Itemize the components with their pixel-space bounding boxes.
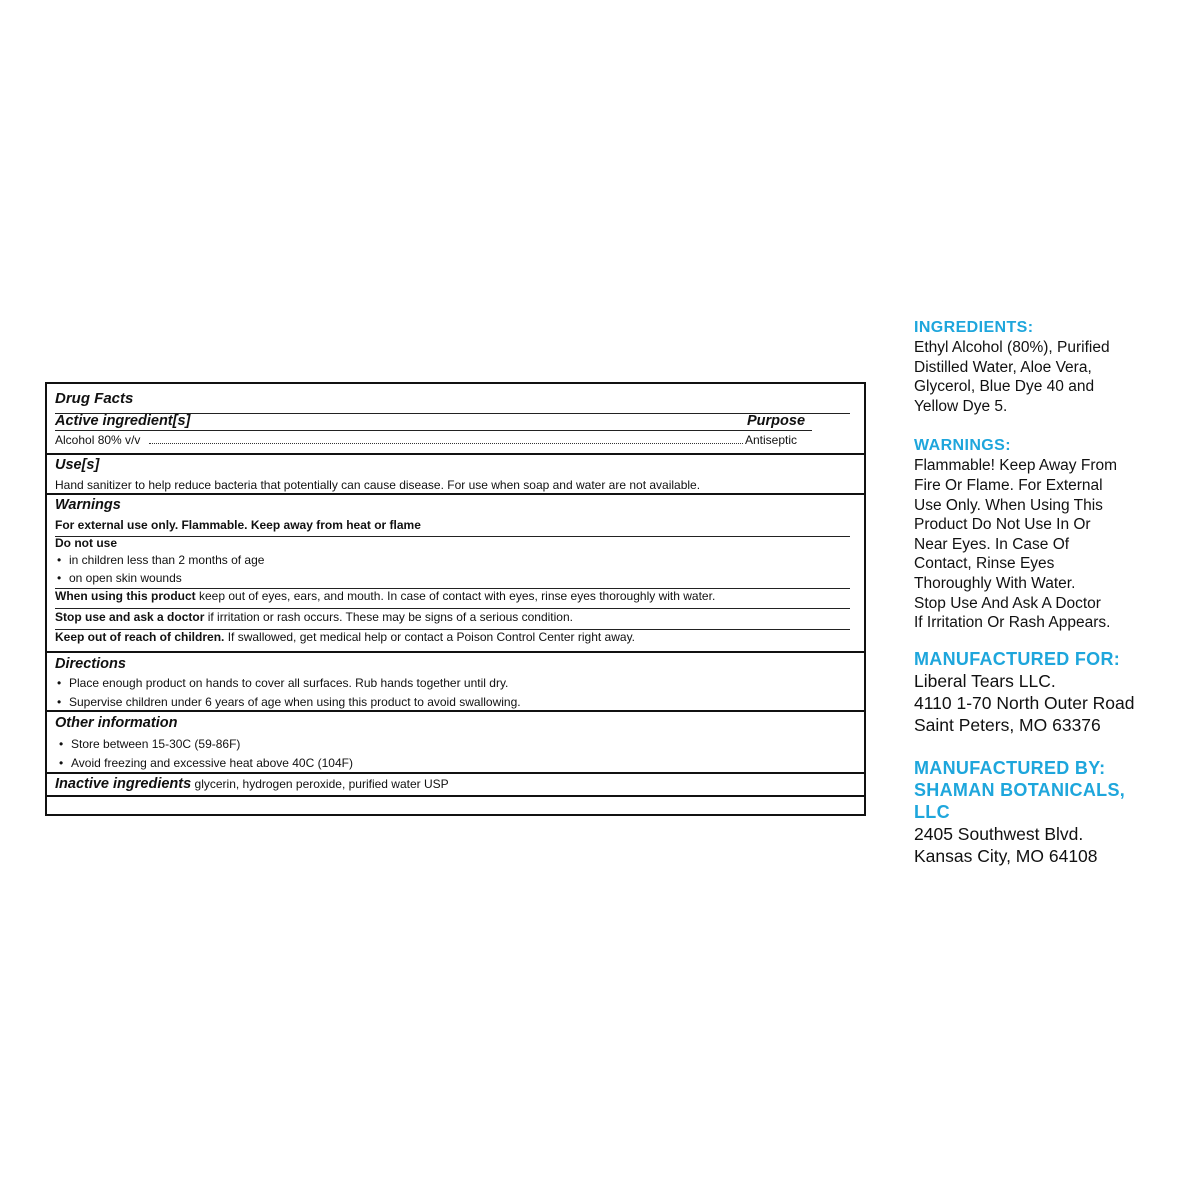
- warnings-text: [914, 456, 1184, 632]
- dot-leader: [149, 443, 743, 445]
- when-using-label: When using this product: [55, 589, 196, 603]
- section-divider: [47, 651, 864, 653]
- when-using-text: keep out of eyes, ears, and mouth. In case of contact with eyes, rinse eyes thoroughly with water.: [195, 589, 716, 603]
- ingredients-header: INGREDIENTS:: [914, 319, 1034, 336]
- uses-text: Hand sanitizer to help reduce bacteria that potentially can cause disease. For use when soap and water are not available.: [55, 478, 701, 492]
- list-item: • Supervise children under 6 years of age when using this product to avoid swallowing.: [57, 695, 521, 709]
- text-line: 2405 Southwest Blvd.: [914, 823, 1084, 844]
- manufactured-for-header: MANUFACTURED FOR:: [914, 648, 1121, 669]
- text-line: 4110 1-70 North Outer Road: [914, 692, 1135, 713]
- text-line: Near Eyes. In Case Of: [914, 535, 1070, 553]
- inactive-ingredients-text: glycerin, hydrogen peroxide, purified water USP: [191, 777, 449, 791]
- section-divider: [47, 493, 864, 495]
- section-divider: [47, 795, 864, 797]
- keep-out-line: [55, 630, 635, 644]
- list-item: • Store between 15-30C (59-86F): [59, 737, 240, 751]
- manufactured-for-address: [914, 670, 1184, 736]
- text-line: MANUFACTURED BY:: [914, 757, 1106, 778]
- text-line: LLC: [914, 801, 950, 822]
- manufactured-by-address: [914, 823, 1184, 867]
- directions-header: Directions: [55, 656, 126, 672]
- text-line: Ethyl Alcohol (80%), Purified: [914, 339, 1110, 356]
- section-divider: [47, 710, 864, 712]
- text-line: Glycerol, Blue Dye 40 and: [914, 378, 1095, 396]
- drug-facts-title: Drug Facts: [55, 390, 134, 407]
- keep-out-label: Keep out of reach of children.: [55, 630, 225, 644]
- inactive-ingredients-line: [55, 777, 449, 791]
- section-divider: [47, 772, 864, 774]
- divider: [55, 536, 850, 537]
- warnings-lead: For external use only. Flammable. Keep away from heat or flame: [55, 518, 421, 532]
- side-panel: [914, 318, 1184, 867]
- stop-use-line: [55, 610, 573, 624]
- section-divider: [47, 453, 864, 455]
- list-item: • Place enough product on hands to cover all surfaces. Rub hands together until dry.: [57, 676, 508, 690]
- when-using-line: [55, 589, 715, 603]
- warnings-heading: WARNINGS:: [914, 437, 1011, 455]
- text-line: Distilled Water, Aloe Vera,: [914, 358, 1092, 376]
- text-line: Use Only. When Using This: [914, 496, 1103, 514]
- text-line: Flammable! Keep Away From: [914, 457, 1118, 475]
- text-line: Fire Or Flame. For External: [914, 476, 1103, 494]
- manufactured-by-header: [914, 757, 1184, 823]
- text-line: Liberal Tears LLC.: [914, 670, 1056, 691]
- drug-facts-panel: [45, 382, 866, 816]
- text-line: Thoroughly With Water.: [914, 574, 1076, 592]
- do-not-use-header: Do not use: [55, 536, 117, 550]
- text-line: Saint Peters, MO 63376: [914, 714, 1101, 735]
- stop-use-text: if irritation or rash occurs. These may be signs of a serious condition.: [204, 610, 573, 624]
- stop-use-label: Stop use and ask a doctor: [55, 610, 205, 624]
- text-line: Stop Use And Ask A Doctor: [914, 594, 1101, 612]
- inactive-ingredients-header: Inactive ingredients: [55, 776, 192, 792]
- text-line: Yellow Dye 5.: [914, 397, 1008, 415]
- divider: [55, 608, 850, 609]
- list-item: • in children less than 2 months of age: [57, 553, 264, 567]
- list-item: • on open skin wounds: [57, 571, 182, 585]
- other-information-header: Other information: [55, 715, 178, 731]
- text-line: Product Do Not Use In Or: [914, 516, 1091, 534]
- purpose-value: Antiseptic: [745, 433, 798, 447]
- divider: [55, 430, 812, 431]
- text-line: Kansas City, MO 64108: [914, 845, 1098, 866]
- warnings-header: Warnings: [55, 497, 121, 513]
- ingredients-text: [914, 338, 1184, 416]
- uses-header: Use[s]: [55, 457, 100, 473]
- active-ingredient-value: Alcohol 80% v/v: [55, 433, 141, 447]
- active-ingredient-header: Active ingredient[s]: [55, 413, 191, 429]
- text-line: Contact, Rinse Eyes: [914, 555, 1055, 573]
- list-item: • Avoid freezing and excessive heat above 40C (104F): [59, 756, 353, 770]
- purpose-header: Purpose: [747, 413, 806, 429]
- keep-out-text: If swallowed, get medical help or contact a Poison Control Center right away.: [224, 630, 636, 644]
- text-line: SHAMAN BOTANICALS,: [914, 779, 1126, 800]
- text-line: If Irritation Or Rash Appears.: [914, 614, 1111, 632]
